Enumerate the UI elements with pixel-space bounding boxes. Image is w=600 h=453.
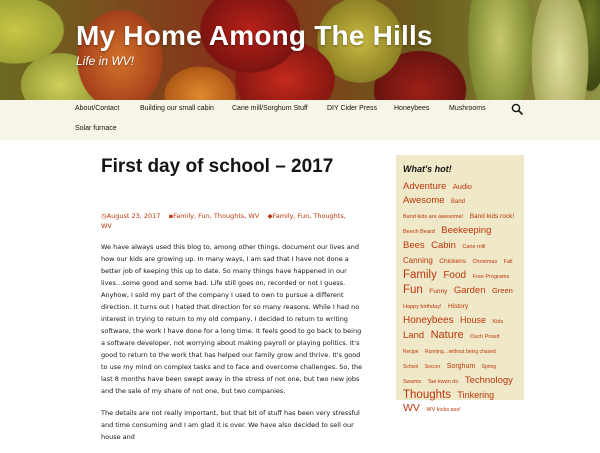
tag-link[interactable]: Garden (453, 285, 486, 296)
post-tags[interactable]: Family, Fun, Thoughts, (272, 212, 346, 220)
tag-link[interactable]: Beech Beard (403, 229, 435, 235)
tag-link[interactable]: Happy birthday! (403, 304, 442, 310)
tag-icon: ◆ (267, 212, 273, 220)
tag-link[interactable]: Beekeeping (441, 225, 492, 236)
widget-title: What's hot! (403, 164, 452, 174)
tag-link[interactable]: Kids (492, 319, 504, 325)
nav-item-mushrooms[interactable]: Mushrooms (449, 105, 486, 112)
nav-item-about-contact[interactable]: About/Contact (75, 105, 120, 112)
site-header (0, 0, 600, 100)
tag-link[interactable]: WV (403, 402, 420, 414)
post-paragraph: We have always used this blog to, among other things, document our lives and how our kids are growing up. In many ways, I am sad that I have not done a better job of keeping this up to date. So many things have happened in our lives…some good and some bad. Life still goes on, recorded or not I guess. Anyhow, I sold my part of the company I used to own to pursue a different direction. It turns out I hated that direction for so many reasons. While I had no interest in trying to return to my old company, I decided to return to writing software, the work I have done for a long time. It feels good to go back to being a software developer, not worrying about making payroll or playing politics. It's good to return to the work that has helped our family grow and thrive. It's good to use my mind on complex tasks and to face and overcome challenges. So, the last 8 months have been swept away in the stress of not one, but two new jobs and the sale of my share of not one, but two companies. (101, 243, 363, 395)
tag-link[interactable]: Band (451, 199, 466, 205)
tag-link[interactable]: Thoughts (403, 389, 451, 401)
tag-link[interactable]: School (403, 364, 419, 370)
nav-item-cane-mill[interactable]: Cane mill/Sorghum Stuff (232, 105, 308, 112)
tag-link[interactable]: Family (403, 269, 437, 281)
tag-link[interactable]: Tae kwon do (427, 379, 459, 385)
tag-link[interactable]: Tinkering (457, 390, 495, 400)
tag-link[interactable]: Soccer (424, 364, 441, 370)
tag-link[interactable]: Cane mill (462, 244, 486, 250)
tag-link[interactable]: House (460, 315, 487, 325)
tag-link[interactable]: Food (443, 270, 467, 281)
post-tags-continued[interactable]: WV (101, 222, 112, 230)
tag-link[interactable]: History (447, 303, 469, 310)
tag-link[interactable]: Sorghum (446, 363, 476, 370)
clock-icon: ◷ (101, 212, 107, 220)
site-tagline: Life in WV! (76, 54, 135, 68)
post-title[interactable]: First day of school – 2017 (101, 156, 334, 177)
tag-link[interactable]: Funny (429, 288, 448, 295)
tag-cloud (403, 179, 517, 416)
tag-link[interactable]: Swarms (403, 379, 422, 385)
tag-link[interactable]: Green (491, 286, 513, 295)
tag-link[interactable]: Nature (430, 329, 464, 341)
nav-item-building-cabin[interactable]: Building our small cabin (140, 105, 214, 112)
post-meta (101, 211, 371, 231)
tag-link[interactable]: Adventure (403, 181, 447, 192)
nav-item-honeybees[interactable]: Honeybees (394, 105, 430, 112)
nav-item-diy-cider-press[interactable]: DIY Cider Press (327, 105, 378, 112)
tag-link[interactable]: Free Programs (472, 274, 510, 280)
tag-link[interactable]: Bees (403, 240, 425, 251)
post-date[interactable]: August 23, 2017 (106, 212, 161, 220)
main-navigation (0, 100, 600, 140)
tag-link[interactable]: Canning (403, 256, 433, 265)
tag-link[interactable]: Christmas (472, 259, 498, 265)
tag-link[interactable]: Fall (503, 259, 513, 265)
tag-link[interactable]: Land (403, 330, 425, 341)
post-paragraph: The details are not really important, but that bit of stuff has been very stressful and time consuming and I am glad it is over. We have also decided to sell our house and (101, 409, 360, 441)
site-title[interactable]: My Home Among The Hills (76, 20, 433, 51)
tag-link[interactable]: Technology (464, 375, 513, 386)
tag-link[interactable]: Fun (403, 284, 423, 296)
tag-link[interactable]: WV kicks ass! (426, 407, 461, 413)
tag-link[interactable]: Running…without being chased (425, 349, 496, 355)
search-icon[interactable] (511, 103, 523, 115)
tag-link[interactable]: Honeybees (403, 315, 454, 326)
tag-cloud-widget (396, 155, 524, 414)
tag-link[interactable]: Spring (481, 364, 497, 370)
tag-link[interactable]: Band kids rock! (469, 213, 515, 220)
post-content (101, 241, 367, 453)
tag-link[interactable]: Ouch Proud (470, 334, 500, 340)
tag-link[interactable]: Band kids are awesome! (403, 214, 464, 220)
post-categories[interactable]: Family, Fun, Thoughts, WV (173, 212, 260, 220)
nav-item-solar-furnace[interactable]: Solar furnace (75, 125, 117, 132)
tag-link[interactable]: Cabin (431, 240, 456, 251)
tag-link[interactable]: Audio (452, 182, 472, 191)
folder-icon: ▪ (168, 212, 174, 220)
tag-link[interactable]: Recipe (403, 349, 419, 355)
tag-link[interactable]: Chickens (439, 258, 466, 265)
tag-link[interactable]: Awesome (403, 195, 445, 206)
